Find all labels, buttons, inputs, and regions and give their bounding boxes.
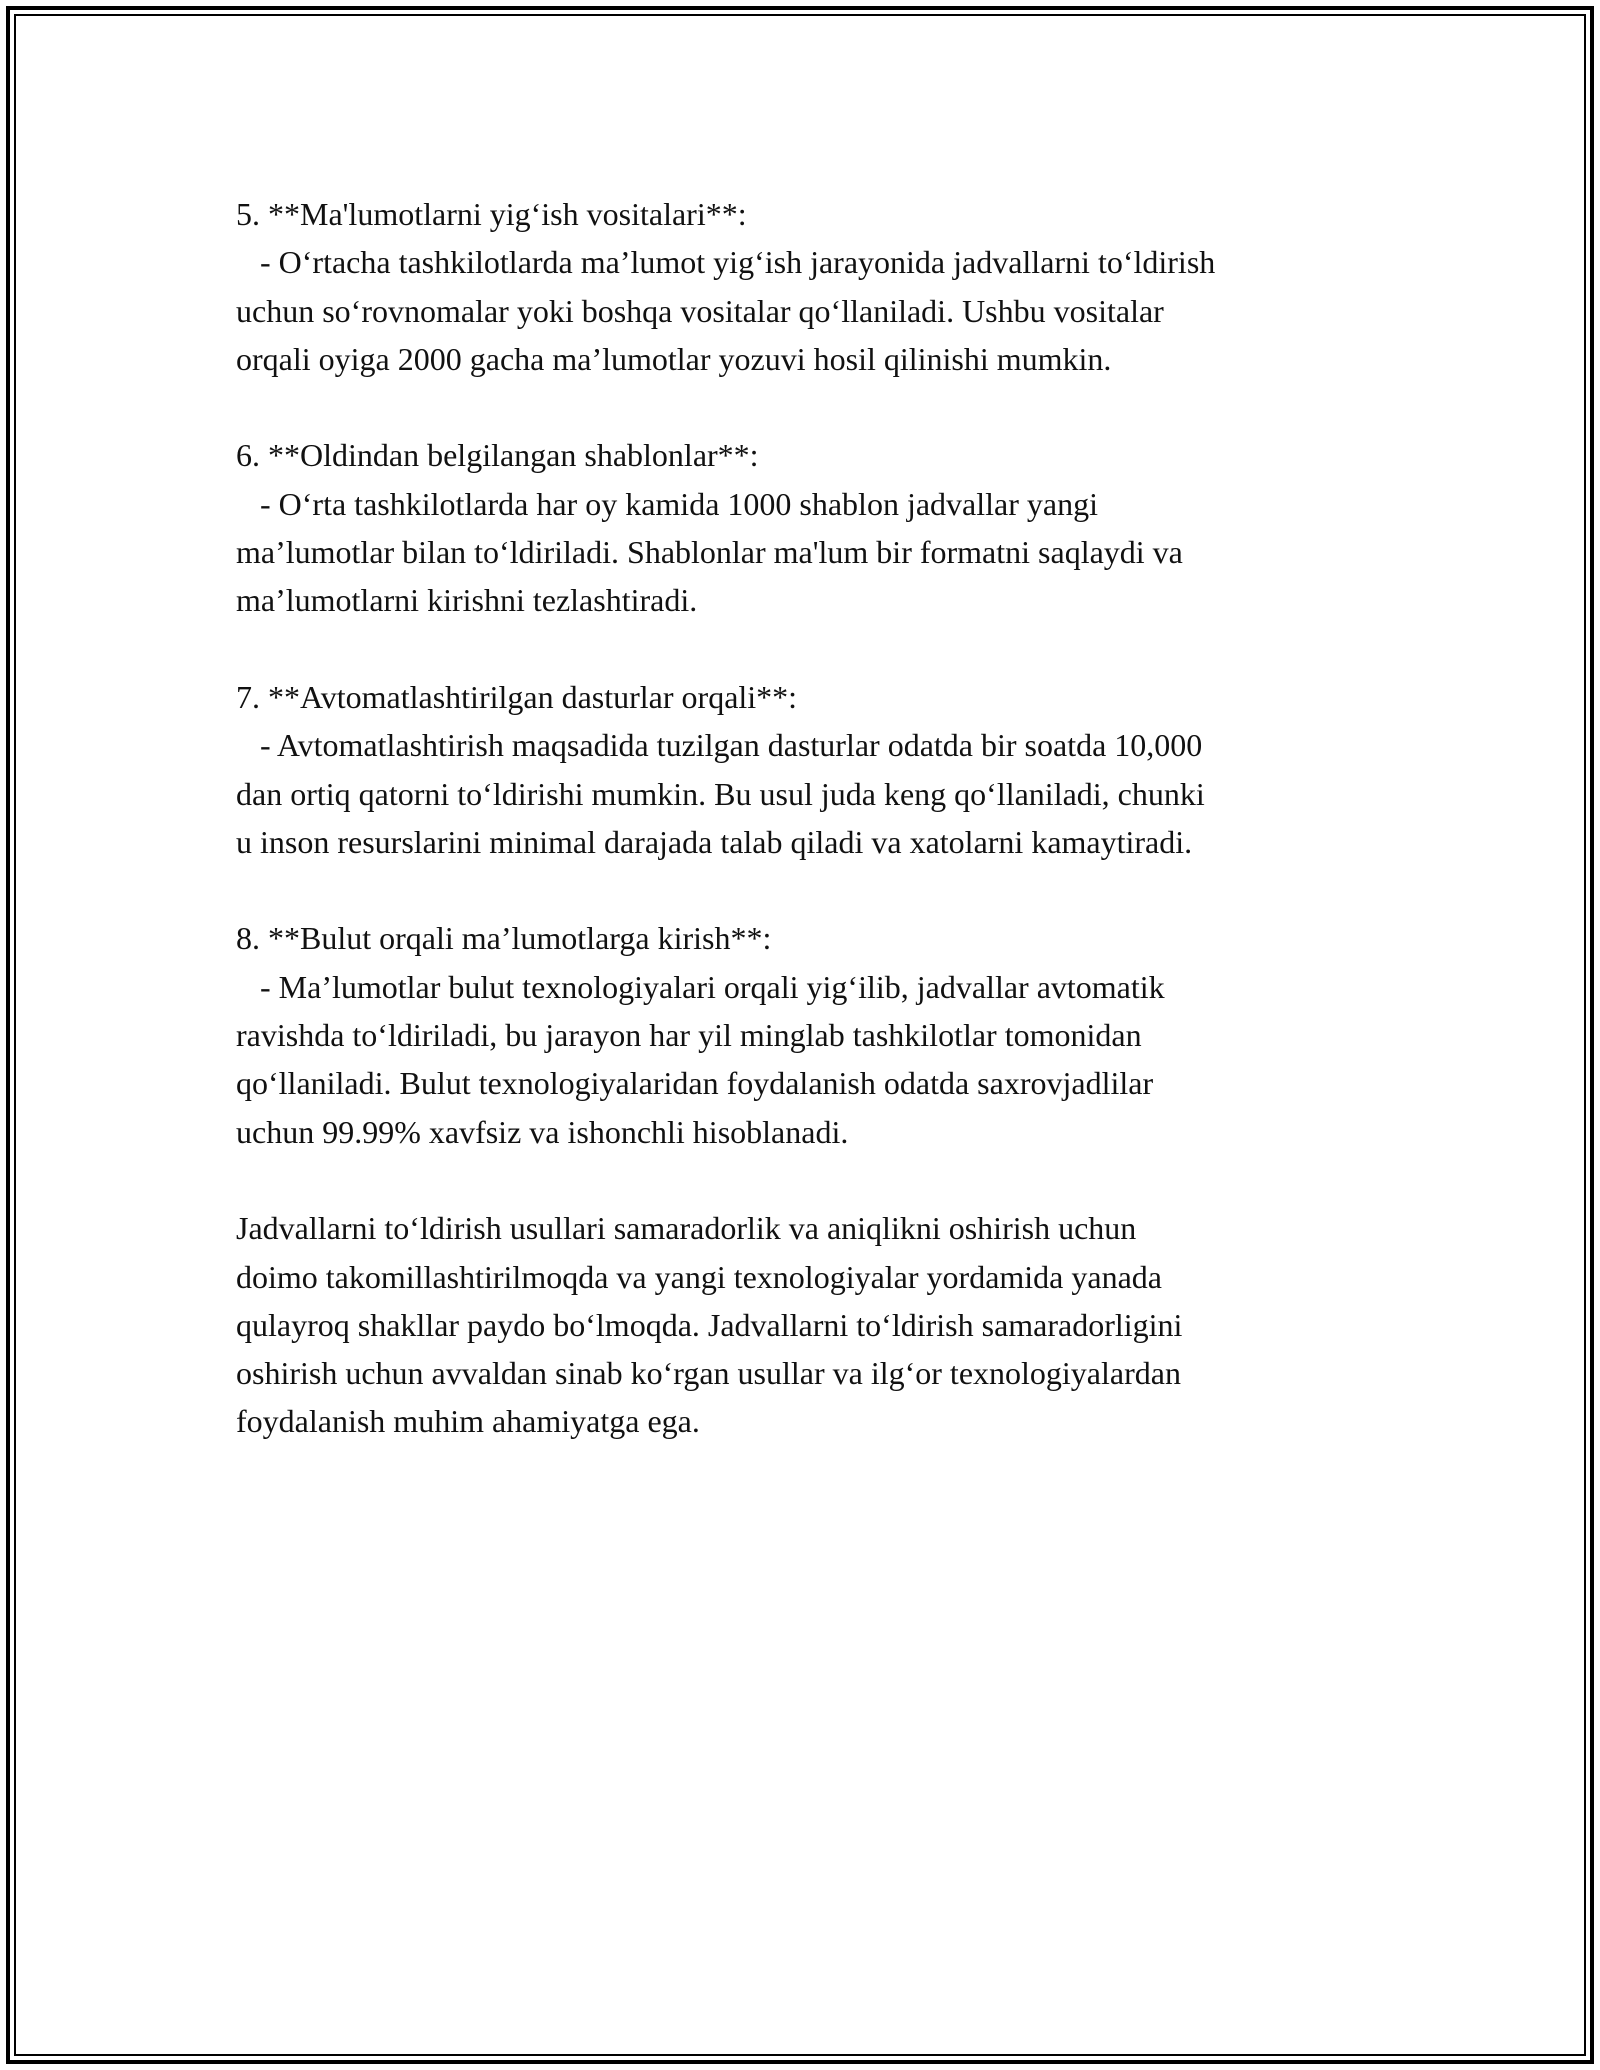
section-text: - O‘rta tashkilotlarda har oy kamida 1000 shablon jadvallar yangi ma’lumotlar bilan to‘ldiriladi. Shablonlar ma'lum bir formatni saqlaydi va ma’lumotlarni kirishni tezlashtiradi. [236, 485, 1183, 619]
conclusion-paragraph: Jadvallarni to‘ldirish usullari samaradorlik va aniqlikni oshirish uchun doimo takomillashtirilmoqda va yangi texnologiyalar yordamida yanada qulayroq shakllar paydo bo‘lmoqda. Jadvallarni to‘ldirish samaradorligini oshirish uchun avvaldan sinab ko‘rgan usullar va ilg‘or texnologiyalardan foydalanish muhim ahamiyatga ega. [236, 1210, 1183, 1440]
section-text: - O‘rtacha tashkilotlarda ma’lumot yig‘ish jarayonida jadvallarni to‘ldirish uchun so‘rovnomalar yoki boshqa vositalar qo‘llaniladi. Ushbu vositalar orqali oyiga 2000 gacha ma’lumotlar yozuvi hosil qilinishi mumkin. [236, 244, 1216, 377]
section-heading: 6. **Oldindan belgilangan shablonlar**: [236, 437, 759, 474]
section-heading: 8. **Bulut orqali ma’lumotlarga kirish**: [236, 920, 772, 957]
section-text: - Ma’lumotlar bulut texnologiyalari orqali yig‘ilib, jadvallar avtomatik ravishda to‘ldiriladi, bu jarayon har yil minglab tashkilotlar tomonidan qo‘llaniladi. Bulut texnologiyalaridan foydalanish odatda saxrovjadlilar uchun 99.99% xavfsiz va ishonchli hisoblanadi. [236, 968, 1165, 1150]
section-heading: 5. **Ma'lumotlarni yig‘ish vositalari**: [236, 196, 747, 232]
section-6 [236, 431, 1386, 624]
section-7 [236, 673, 1386, 866]
document-body [236, 190, 1386, 1446]
section-heading: 7. **Avtomatlashtirilgan dasturlar orqali**: [236, 678, 798, 715]
section-5 [236, 190, 1386, 383]
section-8 [236, 914, 1386, 1155]
section-text: - Avtomatlashtirish maqsadida tuzilgan dasturlar odatda bir soatda 10,000 dan ortiq qatorni to‘ldirishi mumkin. Bu usul juda keng qo‘llaniladi, chunki u inson resurslarini minimal darajada talab qiladi va xatolarni kamaytiradi. [236, 727, 1205, 860]
